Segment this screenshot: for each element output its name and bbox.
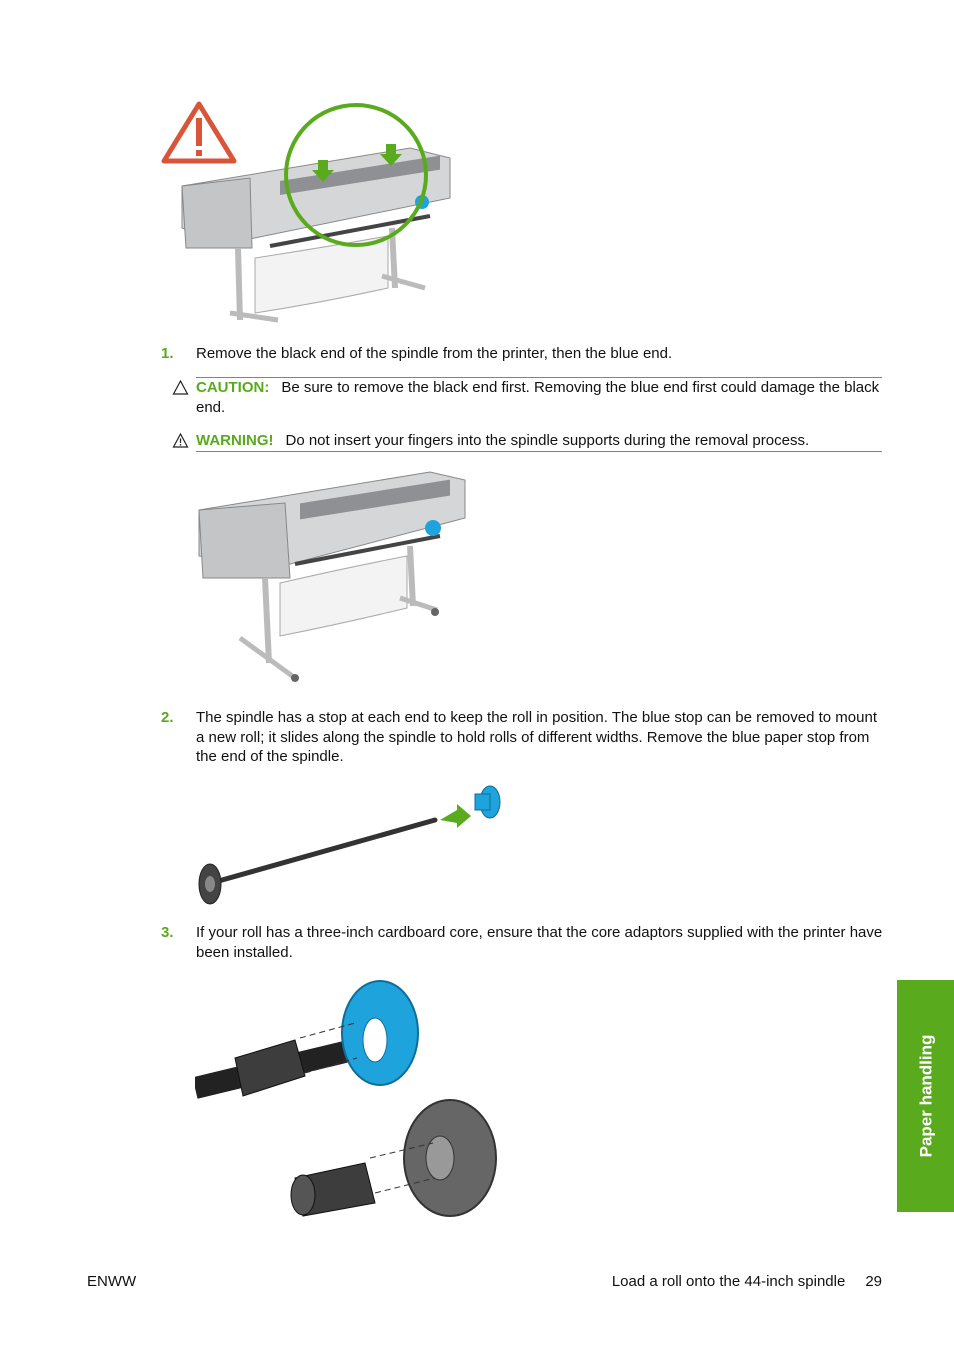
caution-text: Be sure to remove the black end first. Removing the blue end first could damage the black end. xyxy=(196,379,880,416)
side-tab-label: Paper handling xyxy=(915,1034,935,1158)
warning-note xyxy=(196,431,882,451)
step-2-number: 2. xyxy=(161,709,174,726)
footer-enww: ENWW xyxy=(87,1273,137,1290)
caution-triangle-icon xyxy=(172,379,189,396)
page-number: 29 xyxy=(865,1273,882,1290)
step-1-text: Remove the black end of the spindle from the printer, then the blue end. xyxy=(196,345,673,362)
warning-label: WARNING! xyxy=(196,432,274,449)
footer-section-title: Load a roll onto the 44-inch spindle xyxy=(611,1273,846,1290)
warning-bottom-rule xyxy=(196,451,882,452)
printer-illustration xyxy=(195,468,470,686)
caution-label: CAUTION: xyxy=(196,379,270,396)
warning-triangle-icon xyxy=(164,104,234,161)
step-1-number: 1. xyxy=(161,345,174,362)
core-adaptors-illustration xyxy=(195,978,505,1228)
warning-triangle-small-icon xyxy=(172,432,189,449)
spindle-illustration xyxy=(195,780,510,908)
step-3-text: If your roll has a three-inch cardboard core, ensure that the core adaptors supplied with the printer have been installed. xyxy=(196,924,883,961)
warning-text: Do not insert your fingers into the spindle supports during the removal process. xyxy=(285,432,810,449)
side-tab-paper-handling xyxy=(897,980,954,1212)
printer-removal-illustration xyxy=(160,98,470,324)
step-3-number: 3. xyxy=(161,924,174,941)
footer-right xyxy=(612,1272,882,1292)
step-2-text: The spindle has a stop at each end to keep the roll in position. The blue stop can be removed to mount a new roll; it slides along the spindle to hold rolls of different widths. Remove the blue paper stop from the end of the spindle. xyxy=(196,709,877,765)
caution-note xyxy=(196,378,882,417)
